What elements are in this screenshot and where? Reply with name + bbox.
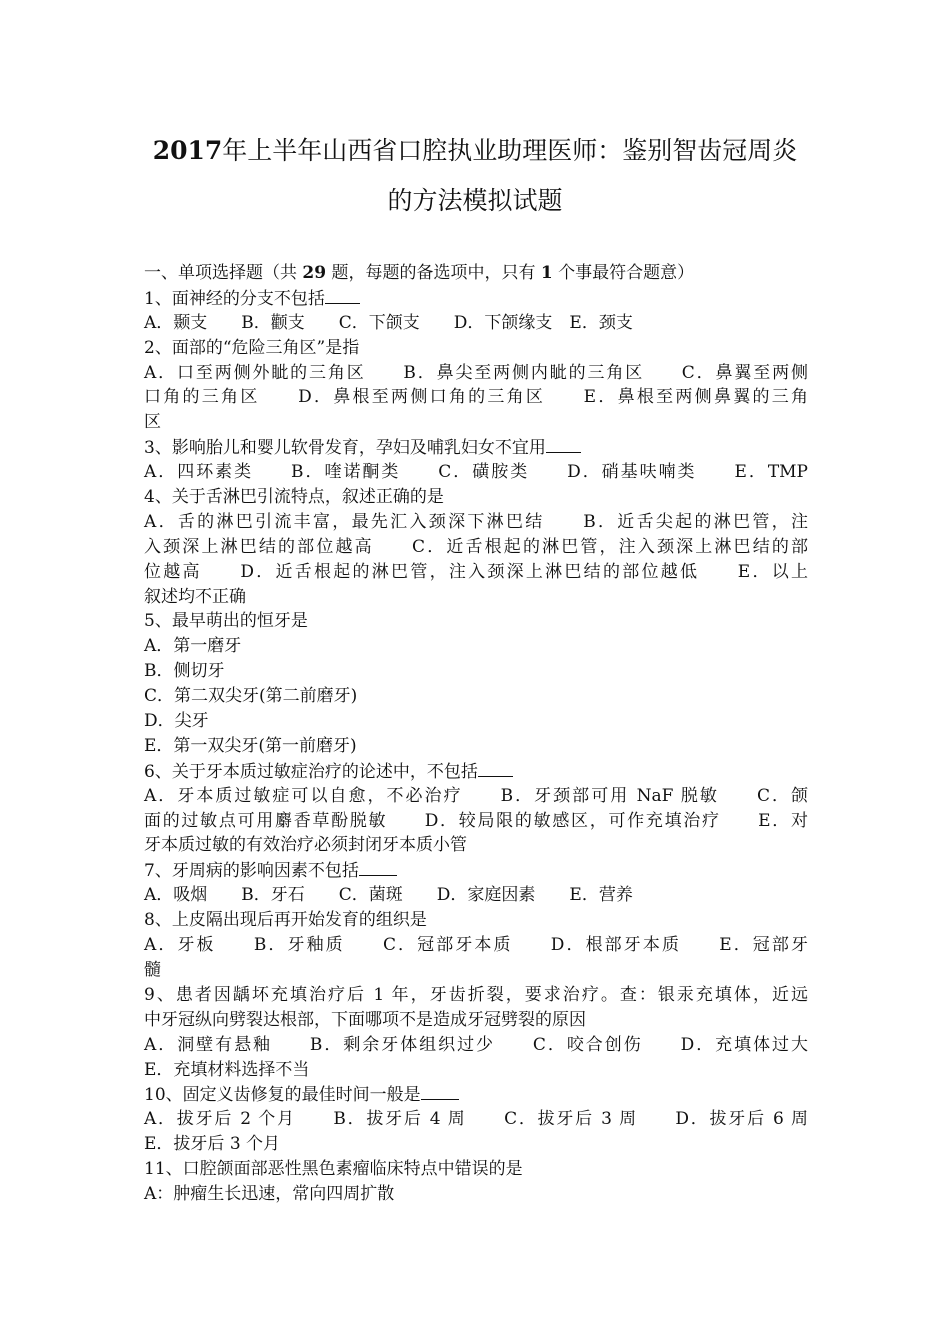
line-text: 1、面神经的分支不包括 <box>144 288 325 309</box>
text-line <box>144 734 808 759</box>
line-text: 9、患者因龋坏充填治疗后 1 年，牙齿折裂，要求治疗。查：银汞充填体，近远 <box>144 984 808 1005</box>
line-text: D．尖牙 <box>144 711 209 732</box>
line-text: 3、影响胎儿和婴儿软骨发育，孕妇及哺乳妇女不宜用 <box>144 438 546 459</box>
text-line <box>144 958 808 983</box>
line-text: E．拔牙后 3 个月 <box>144 1134 281 1155</box>
text-line <box>144 659 808 684</box>
text-line <box>144 609 808 634</box>
line-text: 区 <box>144 412 161 433</box>
line-text: 5、最早萌出的恒牙是 <box>144 611 308 632</box>
document-body <box>144 261 808 1207</box>
line-text: E．充填材料选择不当 <box>144 1059 310 1080</box>
text-line <box>144 410 808 435</box>
line-text: A．口至两侧外眦的三角区 B．鼻尖至两侧内眦的三角区 C．鼻翼至两侧 <box>144 362 808 383</box>
document-title-line-1 <box>140 136 810 166</box>
text-line <box>144 336 808 361</box>
line-text: 叙述均不正确 <box>144 586 246 607</box>
text-line <box>144 311 808 336</box>
line-text: 入颈深上淋巴结的部位越高 C．近舌根起的淋巴管，注入颈深上淋巴结的部 <box>144 536 808 557</box>
text-line <box>144 1058 808 1083</box>
text-line <box>144 585 808 610</box>
line-text: A：肿瘤生长迅速，常向四周扩散 <box>144 1183 395 1204</box>
text-line <box>144 1157 808 1182</box>
line-text: 中牙冠纵向劈裂达根部，下面哪项不是造成牙冠劈裂的原因 <box>144 1009 586 1030</box>
answer-count: 1 <box>540 263 553 283</box>
answer-blank <box>325 286 360 304</box>
text-line <box>144 1033 808 1058</box>
section-header: 一、单项选择题（共 29 题，每题的备选项中，只有 1 个事最符合题意） <box>144 263 695 283</box>
line-text: A．吸烟 B．牙石 C．菌斑 D．家庭因素 E．营养 <box>144 885 633 906</box>
line-text: C．第二双尖牙(第二前磨牙) <box>144 686 358 707</box>
answer-blank <box>359 858 397 876</box>
text-line <box>144 385 808 410</box>
text-line <box>144 908 808 933</box>
line-text: B．侧切牙 <box>144 661 225 682</box>
line-text: 8、上皮隔出现后再开始发育的组织是 <box>144 910 427 931</box>
text-line <box>144 560 808 585</box>
line-text: 11、口腔颌面部恶性黑色素瘤临床特点中错误的是 <box>144 1159 523 1180</box>
text-line <box>144 286 808 311</box>
line-text: 髓 <box>144 959 161 980</box>
text-line <box>144 883 808 908</box>
line-text: A．牙板 B．牙釉质 C．冠部牙本质 D．根部牙本质 E．冠部牙 <box>144 935 808 956</box>
text-line <box>144 709 808 734</box>
text-line <box>144 1008 808 1033</box>
text-line <box>144 435 808 460</box>
question-list <box>144 286 808 1207</box>
line-text: 2、面部的“危险三角区”是指 <box>144 337 360 358</box>
text-line <box>144 1132 808 1157</box>
line-text: A．拔牙后 2 个月 B．拔牙后 4 周 C．拔牙后 3 周 D．拔牙后 6 周 <box>144 1109 808 1130</box>
document-title-line-2: 的方法模拟试题 <box>387 186 563 215</box>
text-line <box>144 361 808 386</box>
text-line <box>144 684 808 709</box>
text-line <box>144 784 808 809</box>
text-line <box>144 510 808 535</box>
line-text: 牙本质过敏的有效治疗必须封闭牙本质小管 <box>144 835 467 856</box>
text-line <box>144 485 808 510</box>
title-year: 2017 <box>152 136 223 165</box>
line-text: 10、固定义齿修复的最佳时间一般是 <box>144 1085 421 1106</box>
line-text: E．第一双尖牙(第一前磨牙) <box>144 735 357 756</box>
text-line <box>144 535 808 560</box>
line-text: A．洞壁有悬釉 B．剩余牙体组织过少 C．咬合创伤 D．充填体过大 <box>144 1034 808 1055</box>
line-text: 位越高 D．近舌根起的淋巴管，注入颈深上淋巴结的部位越低 E．以上 <box>144 561 808 582</box>
question-count: 29 <box>302 263 327 283</box>
line-text: 7、牙周病的影响因素不包括 <box>144 861 359 882</box>
line-text: A．颞支 B．颧支 C．下颌支 D．下颌缘支 E．颈支 <box>144 312 633 333</box>
text-line <box>144 858 808 883</box>
line-text: A．第一磨牙 <box>144 636 242 657</box>
text-line <box>144 809 808 834</box>
line-text: 口角的三角区 D．鼻根至两侧口角的三角区 E．鼻根至两侧鼻翼的三角 <box>144 387 808 408</box>
line-text: 6、关于牙本质过敏症治疗的论述中，不包括 <box>144 761 478 782</box>
title-text: 年上半年山西省口腔执业助理医师：鉴别智齿冠周炎 <box>222 136 798 165</box>
text-line <box>144 1082 808 1107</box>
text-line <box>144 933 808 958</box>
text-line <box>144 759 808 784</box>
text-line <box>144 1107 808 1132</box>
text-line <box>144 634 808 659</box>
text-line <box>144 1182 808 1207</box>
line-text: A．舌的淋巴引流丰富，最先汇入颈深下淋巴结 B．近舌尖起的淋巴管，注 <box>144 511 808 532</box>
line-text: A．牙本质过敏症可以自愈，不必治疗 B．牙颈部可用 NaF 脱敏 C．颌 <box>144 785 808 806</box>
answer-blank <box>478 759 513 777</box>
line-text: 面的过敏点可用麝香草酚脱敏 D．较局限的敏感区，可作充填治疗 E．对 <box>144 810 808 831</box>
line-text: A．四环素类 B．喹诺酮类 C．磺胺类 D．硝基呋喃类 E．TMP <box>144 462 808 483</box>
text-line <box>144 983 808 1008</box>
text-line <box>144 460 808 485</box>
answer-blank <box>421 1082 459 1100</box>
answer-blank <box>546 435 581 453</box>
text-line <box>144 833 808 858</box>
line-text: 4、关于舌淋巴引流特点，叙述正确的是 <box>144 487 444 508</box>
